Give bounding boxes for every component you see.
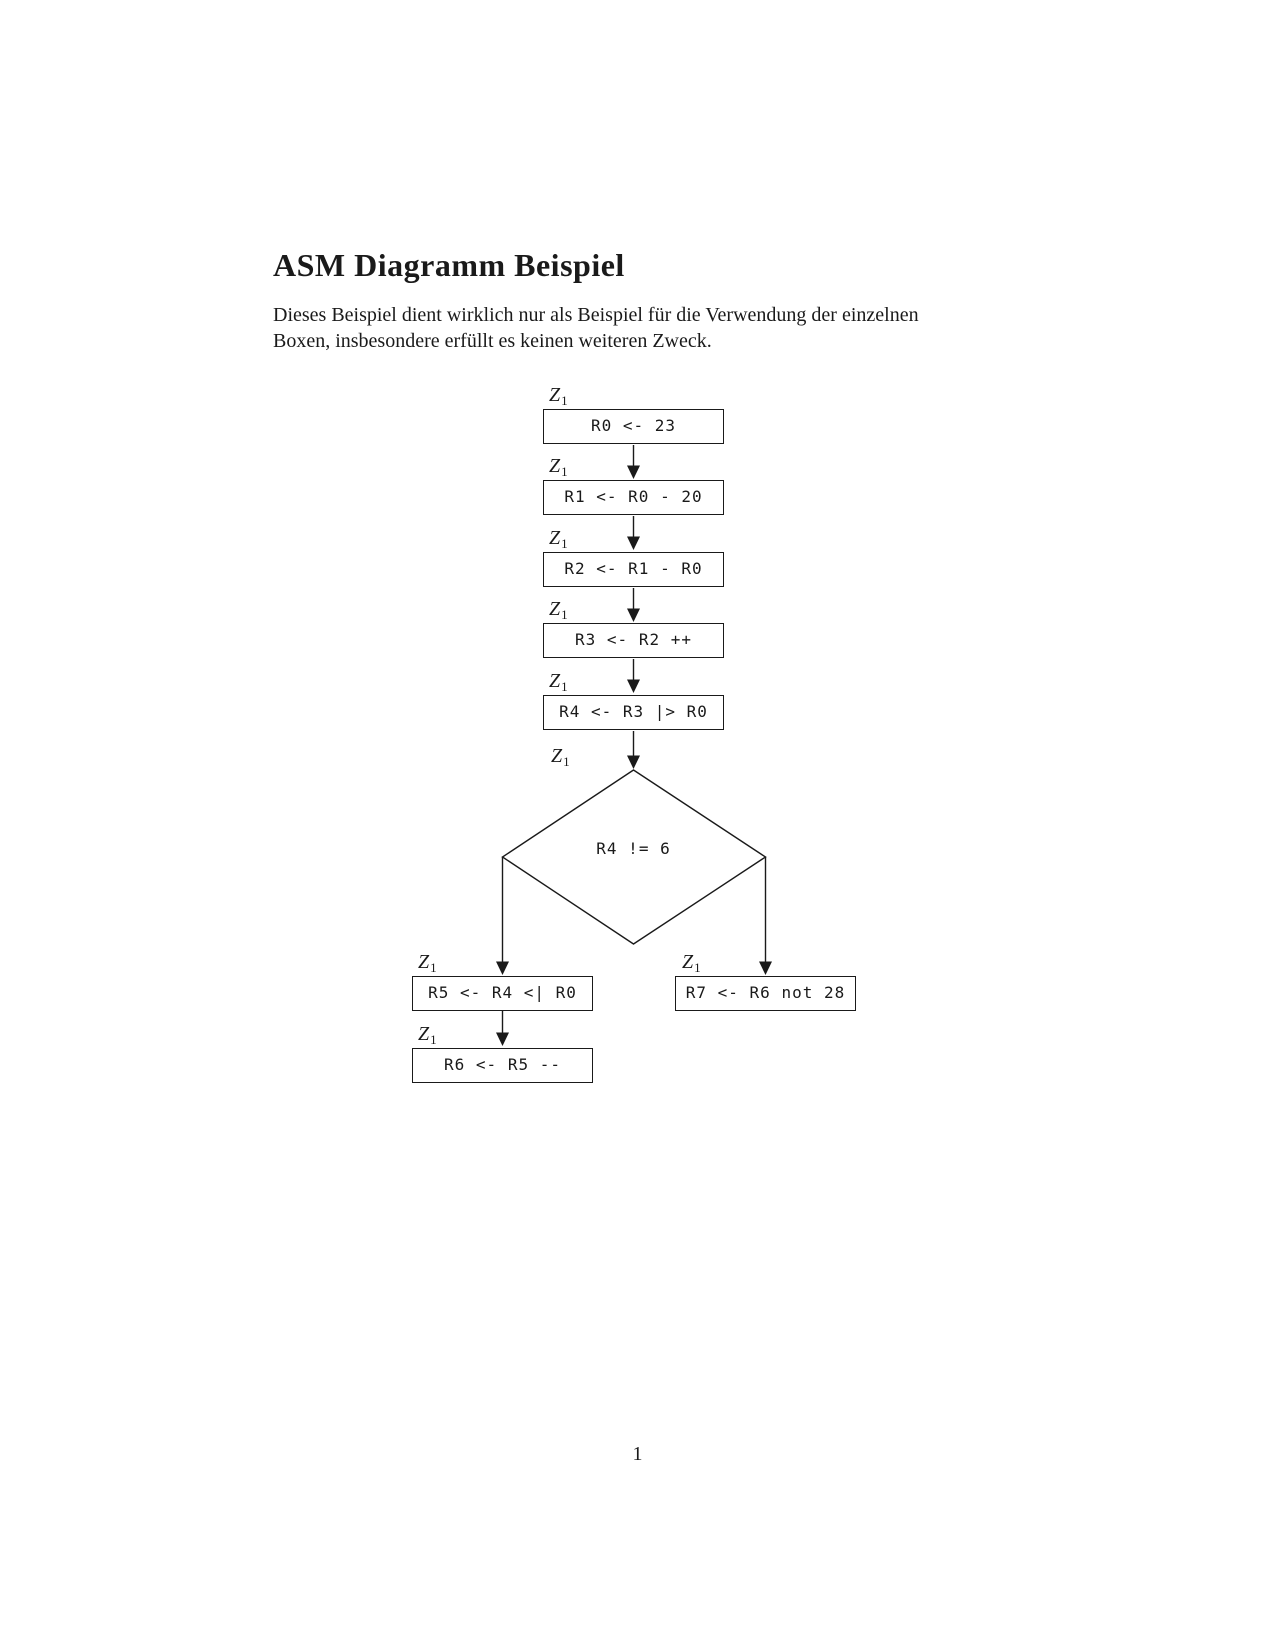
decision-condition: R4 != 6 xyxy=(596,839,671,858)
state-label-z1-r4: $Z_1$ xyxy=(549,670,568,694)
arrowhead-r4 xyxy=(627,680,640,694)
arrowhead-r3 xyxy=(627,609,640,623)
arrowhead-r5 xyxy=(496,962,509,976)
paragraph-line-2: Boxen, insbesondere erfüllt es keinen weiteren Zweck. xyxy=(273,329,712,352)
state-label-z1-r3: $Z_1$ xyxy=(549,598,568,622)
connector-lines xyxy=(503,445,766,1033)
arrowhead-r7 xyxy=(759,962,772,976)
arrowhead-r2 xyxy=(627,537,640,551)
arrowhead-r1 xyxy=(627,466,640,480)
state-label-z1-r2: $Z_1$ xyxy=(549,527,568,551)
state-box-r7: R7 <- R6 not 28 xyxy=(675,976,856,1011)
state-box-r2: R2 <- R1 - R0 xyxy=(543,552,724,587)
state-label-z1-r5: $Z_1$ xyxy=(418,951,437,975)
state-label-z1-r0: $Z_1$ xyxy=(549,384,568,408)
state-box-r3: R3 <- R2 ++ xyxy=(543,623,724,658)
page-number: 1 xyxy=(632,1443,643,1465)
paragraph-line-1: Dieses Beispiel dient wirklich nur als Beispiel für die Verwendung der einzelnen xyxy=(273,304,919,326)
state-label-z1-r7: $Z_1$ xyxy=(682,951,701,975)
state-box-r0: R0 <- 23 xyxy=(543,409,724,444)
state-box-r1: R1 <- R0 - 20 xyxy=(543,480,724,515)
state-box-r4: R4 <- R3 |> R0 xyxy=(543,695,724,730)
state-box-r5: R5 <- R4 <| R0 xyxy=(412,976,593,1011)
arrowhead-decision xyxy=(627,756,640,770)
state-label-z1-r6: $Z_1$ xyxy=(418,1023,437,1047)
state-label-z1-decision: $Z_1$ xyxy=(551,745,570,769)
arrowhead-r6 xyxy=(496,1033,509,1047)
state-box-r6: R6 <- R5 -- xyxy=(412,1048,593,1083)
state-label-z1-r1: $Z_1$ xyxy=(549,455,568,479)
page-title: ASM Diagramm Beispiel xyxy=(273,247,625,283)
